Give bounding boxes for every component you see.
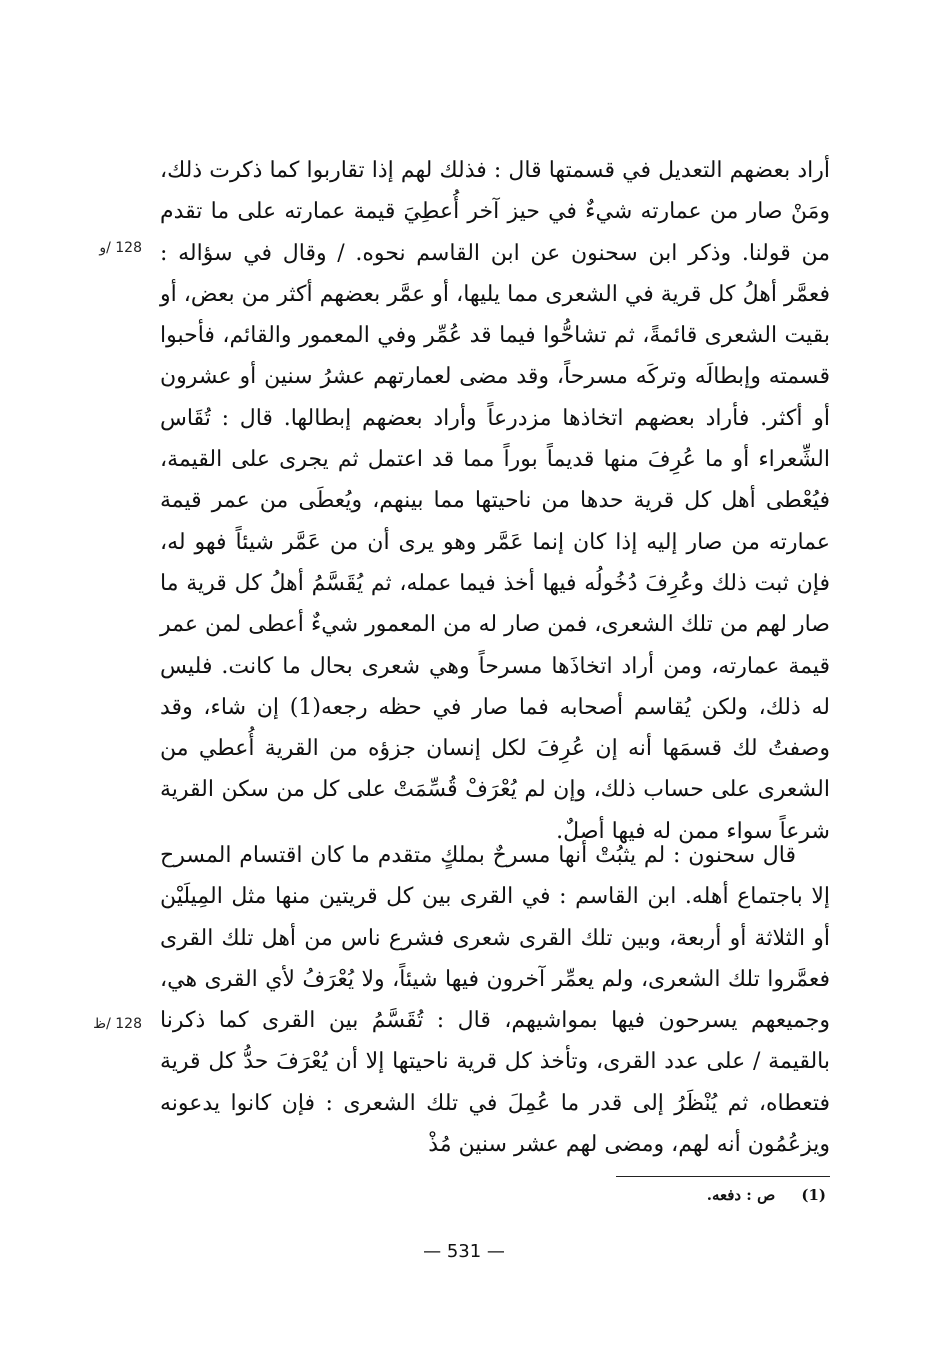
paragraph-text: قال سحنون : لم يثبُتْ أنها مسرحٌ بملكٍ متقدم ما كان اقتسام المسرح إلا باجتماع أهله. ابن القاسم : في القرى بين كل قريتين منها مثل المِيلَيْن أو الثلاثة أو أربعة، وبين تلك القرى شعرى فشرع ناس من أهل تلك القرى فعمَّروا تلك الشعرى، ولم يعمِّر آخرون فيها شيئاً، ولا يُعْرَفُ لأي القرى هي، وجميعهم يسرحون فيها بمواشيهم، قال : تُقَسَّمُ بين القرى كما ذكرنا بالقيمة / على عدد القرى، وتأخذ كل قرية ناحيتها إلا أن يُعْرَفَ حدُّ كل قرية فتعطاه، ثم يُنْظَرُ إلى قدر ما عُمِلَ في تلك الشعرى : فإن كانوا يدعونه ويزعُمُون أنه لهم، ومضى لهم عشر سنين مُذْ: [160, 843, 830, 1158]
footnote-marker: (1): [801, 1186, 826, 1204]
folio-marker-verso: 128 /ظ: [93, 1016, 142, 1032]
paragraph-text: أراد بعضهم التعديل في قسمتها قال : فذلك لهم إذا تقاربوا كما ذكرت ذلك، ومَنْ صار من عمارته شيءٌ في حيز آخر أُعطِيَ قيمة عمارته على ما تقدم من قولنا. وذكر ابن سحنون عن ابن القاسم نحوه. / وقال في سؤاله : فعمَّر أهلُ كل قرية في الشعرى مما يليها، أو عمَّر بعضهم أكثر من بعض، أو بقيت الشعرى قائمةً، ثم تشاحُّوا فيما قد عُمِّر وفي المعمور والقائم، فأحبوا قسمته وإبطالَه وتركَه مسرحاً، وقد مضى لعمارتهم عشرُ سنين أو عشرون أو أكثر. فأراد بعضهم اتخاذها مزدرعاً وأراد بعضهم إبطالها. قال : تُقَاس الشِّعراء أو ما عُرِفَ منها قديماً بوراً مما قد اعتمل ثم يجرى على القيمة، فيُعْطى أهل كل قرية حدها من ناحيتها مما بينهم، ويُعطَى من عمر قيمة عمارته من صار إليه إذا كان إنما عَمَّر وهو يرى أن من عَمَّر شيئاً فهو له، فإن ثبت ذلك وعُرِفَ دُخُولُه فيها أخذ فيما عمله، ثم يُقَسَّمُ أهلُ كل قرية ما صار لهم من تلك الشعرى، فمن صار له من المعمور شيءٌ أعطى لمن عمر قيمة عمارته، ومن أراد اتخاذَها مسرحاً وهي شعرى بحال ما كانت. فليس له ذلك، ولكن يُقاسم أصحابه فما صار في حظه رجعه(1) إن شاء، وقد وصفتُ لك قسمَها أنه إن عُرِفَ لكل إنسان جزؤه من القرية أُعطي من الشعرى على حساب ذلك، وإن لم يُعْرَفْ قُسِّمَتْ على كل من سكن القرية شرعاً سواء ممن له فيها أصلٌ.: [160, 158, 831, 844]
main-text-paragraph-2: [160, 835, 830, 1165]
folio-marker-recto: 128 /و: [99, 240, 142, 256]
page-number: — 531 —: [423, 1241, 505, 1262]
footnote: [560, 1186, 826, 1204]
main-text-paragraph-1: [160, 150, 830, 852]
footnote-text: ص : دفعه.: [706, 1186, 776, 1204]
footnote-divider: [616, 1176, 830, 1177]
